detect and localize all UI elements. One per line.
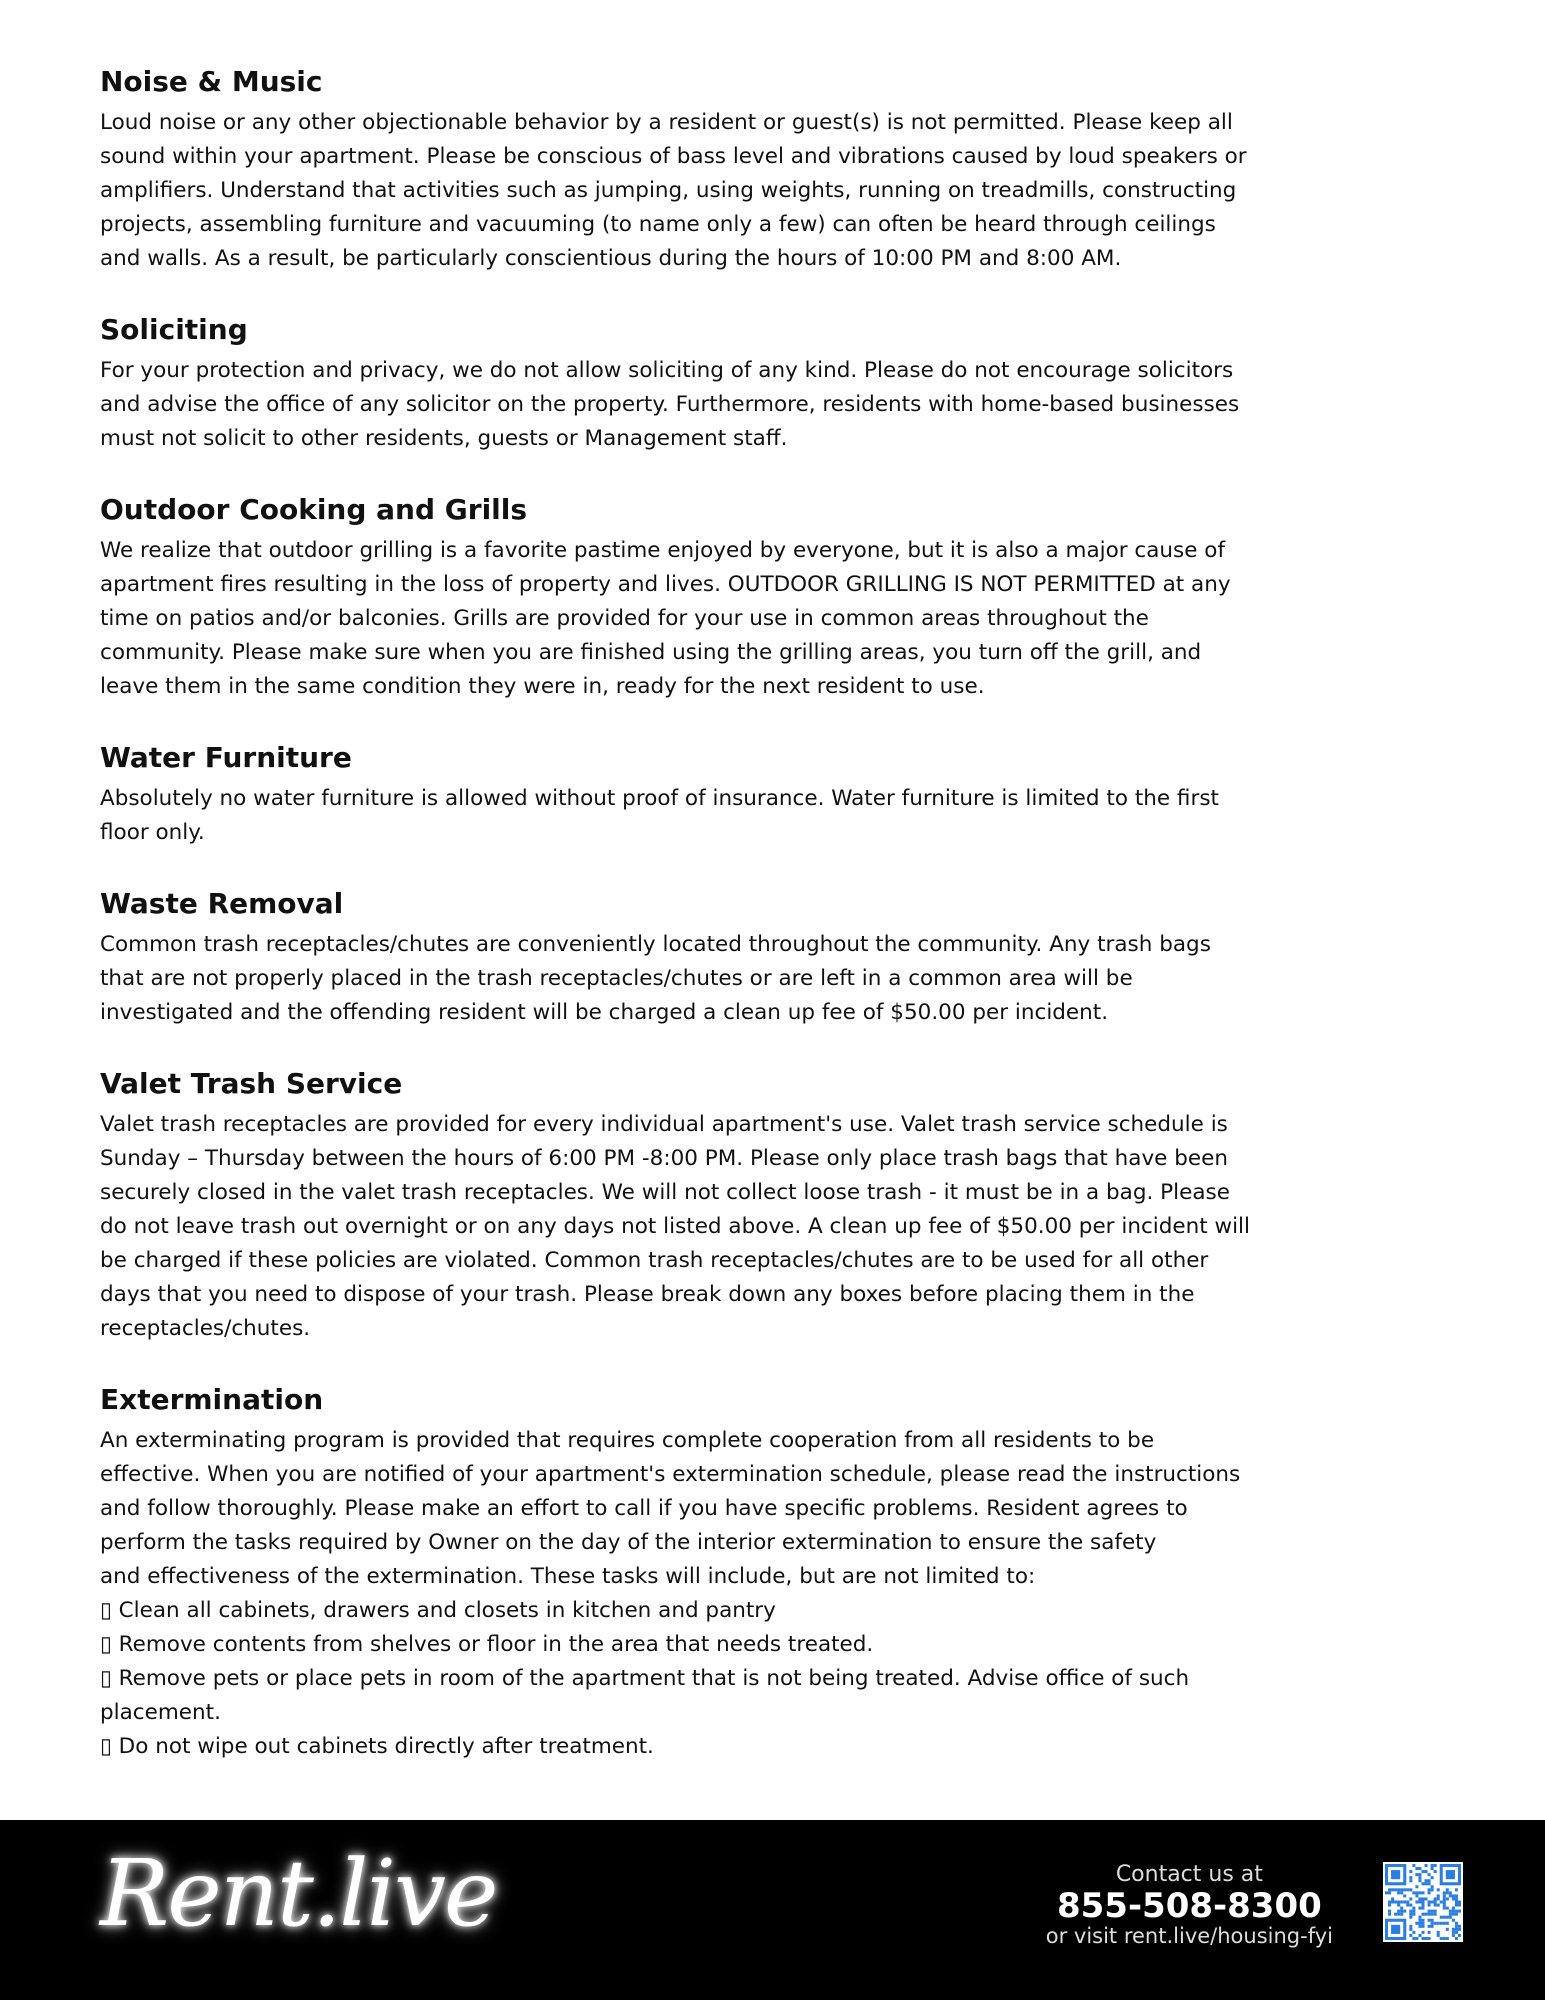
paragraph-line: Loud noise or any other objectionable behavior by a resident or guest(s) is not permitted. Please keep all — [100, 110, 1233, 135]
paragraph-line: ▯ Remove pets or place pets in room of the apartment that is not being treated. Advise office of such — [100, 1666, 1190, 1691]
section-heading: Valet Trash Service — [100, 1067, 403, 1100]
section-soliciting — [100, 310, 1480, 456]
section-valet-trash-service — [100, 1064, 1480, 1346]
paragraph-line: and follow thoroughly. Please make an effort to call if you have specific problems. Resident agrees to — [100, 1496, 1188, 1521]
paragraph-line: and advise the office of any solicitor on the property. Furthermore, residents with home-based businesses — [100, 392, 1240, 417]
paragraph-line: ▯ Clean all cabinets, drawers and closets in kitchen and pantry — [100, 1598, 776, 1623]
paragraph-line: Sunday – Thursday between the hours of 6:00 PM -8:00 PM. Please only place trash bags that have been — [100, 1146, 1228, 1171]
paragraph-line: time on patios and/or balconies. Grills are provided for your use in common areas throughout the — [100, 606, 1149, 631]
paragraph-line: apartment fires resulting in the loss of property and lives. OUTDOOR GRILLING IS NOT PERMITTED at any — [100, 572, 1231, 597]
paragraph-line: sound within your apartment. Please be conscious of bass level and vibrations caused by loud speakers or — [100, 144, 1247, 169]
paragraph-line: securely closed in the valet trash receptacles. We will not collect loose trash - it must be in a bag. Please — [100, 1180, 1230, 1205]
qr-code-icon — [1383, 1862, 1463, 1942]
paragraph-line: community. Please make sure when you are finished using the grilling areas, you turn off the grill, and — [100, 640, 1202, 665]
paragraph-line: floor only. — [100, 820, 205, 845]
section-water-furniture — [100, 738, 1480, 850]
section-extermination — [100, 1380, 1480, 1764]
paragraph-line: placement. — [100, 1700, 221, 1725]
paragraph-line: Common trash receptacles/chutes are conveniently located throughout the community. Any trash bags — [100, 932, 1211, 957]
paragraph-line: ▯ Remove contents from shelves or floor in the area that needs treated. — [100, 1632, 874, 1657]
paragraph-line: do not leave trash out overnight or on any days not listed above. A clean up fee of $50.00 per incident will — [100, 1214, 1251, 1239]
paragraph-line: must not solicit to other residents, guests or Management staff. — [100, 426, 788, 451]
paragraph-line: amplifiers. Understand that activities such as jumping, using weights, running on treadmills, constructing — [100, 178, 1237, 203]
paragraph-line: Valet trash receptacles are provided for every individual apartment's use. Valet trash service schedule is — [100, 1112, 1228, 1137]
paragraph-line: receptacles/chutes. — [100, 1316, 311, 1341]
section-heading: Waste Removal — [100, 887, 344, 920]
paragraph-line: projects, assembling furniture and vacuuming (to name only a few) can often be heard through ceilings — [100, 212, 1216, 237]
paragraph-line: that are not properly placed in the trash receptacles/chutes or are left in a common area will be — [100, 966, 1133, 991]
paragraph-line: effective. When you are notified of your apartment's extermination schedule, please read the instructions — [100, 1462, 1241, 1487]
rent-live-logo: Rent.live — [100, 1840, 497, 1947]
paragraph-line: and walls. As a result, be particularly conscientious during the hours of 10:00 PM and 8:00 AM. — [100, 246, 1122, 271]
section-noise-music — [100, 62, 1480, 276]
section-heading: Noise & Music — [100, 65, 323, 98]
section-outdoor-cooking-and-grills — [100, 490, 1480, 704]
contact-block — [1046, 1862, 1333, 1947]
section-heading: Outdoor Cooking and Grills — [100, 493, 528, 526]
paragraph-line: Absolutely no water furniture is allowed without proof of insurance. Water furniture is limited to the first — [100, 786, 1219, 811]
phone-number[interactable]: 855-508-8300 — [1056, 1886, 1322, 1926]
contact-label: Contact us at — [1115, 1862, 1263, 1887]
section-waste-removal — [100, 884, 1480, 1030]
paragraph-line: investigated and the offending resident will be charged a clean up fee of $50.00 per incident. — [100, 1000, 1109, 1025]
paragraph-line: ▯ Do not wipe out cabinets directly after treatment. — [100, 1734, 654, 1759]
paragraph-line: We realize that outdoor grilling is a favorite pastime enjoyed by everyone, but it is also a major cause of — [100, 538, 1226, 563]
section-heading: Soliciting — [100, 313, 248, 346]
paragraph-line: days that you need to dispose of your trash. Please break down any boxes before placing them in the — [100, 1282, 1195, 1307]
paragraph-line: be charged if these policies are violated. Common trash receptacles/chutes are to be used for all other — [100, 1248, 1209, 1273]
paragraph-line: An exterminating program is provided that requires complete cooperation from all residents to be — [100, 1428, 1155, 1453]
section-heading: Extermination — [100, 1383, 324, 1416]
footer — [0, 1820, 1545, 2000]
section-heading: Water Furniture — [100, 741, 352, 774]
visit-link[interactable]: or visit rent.live/housing-fyi — [1045, 1924, 1333, 1948]
paragraph-line: and effectiveness of the extermination. These tasks will include, but are not limited to: — [100, 1564, 1036, 1589]
paragraph-line: leave them in the same condition they were in, ready for the next resident to use. — [100, 674, 985, 699]
paragraph-line: perform the tasks required by Owner on the day of the interior extermination to ensure the safety — [100, 1530, 1157, 1555]
paragraph-line: For your protection and privacy, we do not allow soliciting of any kind. Please do not encourage solicitors — [100, 358, 1234, 383]
document-body — [100, 62, 1480, 1798]
